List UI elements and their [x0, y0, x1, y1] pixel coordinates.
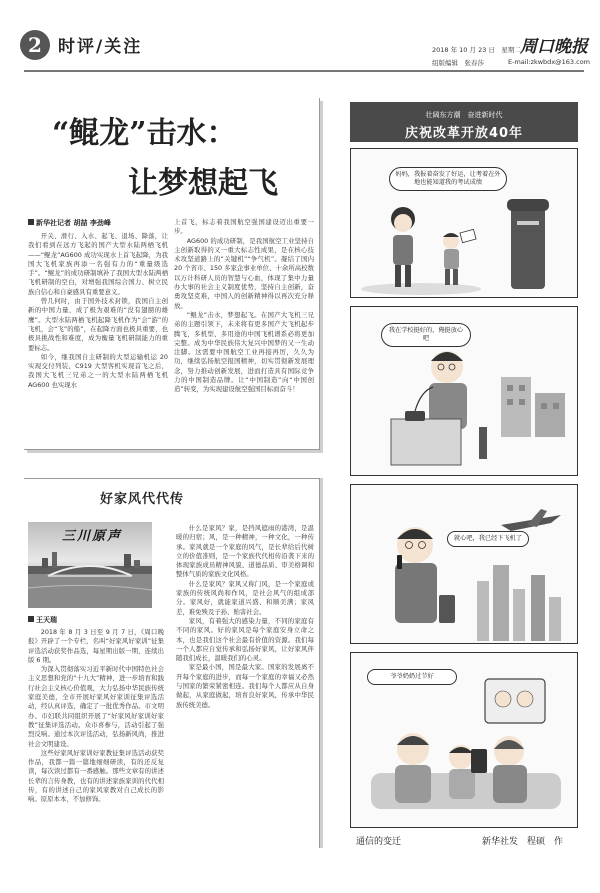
- speech-bubble: 就心吧，我已经下飞机了: [447, 531, 529, 547]
- paragraph: 家风，有着强大的感染力量，不同的家庭有不同的家风。好的家风是每个家庭安身立命之本，也是我们这个社会最有价值的资源。我们每一个人都应自觉传承和弘扬好家风，让好家风伴随我们成长，温暖我们的心灵。: [176, 616, 314, 663]
- page-header: [0, 0, 600, 74]
- banner-title: 庆祝改革开放40年: [404, 126, 524, 141]
- issue-date: 2018 年 10 月 23 日 星期二: [432, 46, 521, 54]
- paragraph: 上首飞，标志着我国航空强国建设迈出重要一步。: [174, 218, 314, 236]
- section-title: 时评/关注: [58, 37, 143, 57]
- banner-subtitle: 壮阔东方潮 奋进新时代: [425, 111, 503, 119]
- column-title: 好家风代代传: [100, 492, 185, 507]
- article-body-column-2: [176, 524, 314, 846]
- editor-credit: 组版编辑 张春莎: [432, 59, 484, 67]
- byline-text: 王天瑞: [36, 616, 57, 624]
- byline-text: 新华社记者 胡喆 李劲峰: [36, 219, 111, 227]
- bullet-square-icon: [28, 616, 34, 622]
- column-header-photo: [28, 522, 152, 608]
- bullet-square-icon: [28, 219, 34, 225]
- paragraph: 如今，继我国自主研制的大型运输机运 20 实现交付列装、C919 大型客机实现首飞之后，我国大飞机三兄弟之一的大型水陆两栖飞机 AG600 也实现水: [28, 352, 168, 389]
- article-headline-line1: “鲲龙”击水：: [52, 116, 237, 151]
- article-byline: [28, 218, 111, 228]
- comic-caption: 通信的变迁: [356, 837, 402, 847]
- speech-bubble: 我在学校挺好的，俺挺放心吧: [381, 323, 471, 347]
- speech-bubble: 爷爷奶奶过节好: [367, 669, 457, 685]
- article-headline-line2: 让梦想起飞: [128, 166, 278, 201]
- article-body-column-2: [174, 218, 314, 444]
- comic-panel-mobile: [350, 484, 578, 644]
- article-body-column-1: [28, 232, 168, 444]
- paragraph: 曾几何时，由于国外技术封锁，我国自主创新的中国力量，成了极为艰难的“没有翅膀的雄鹰”。大型水陆两栖飞机起降飞机作为“会“游”的飞机，会“飞”的船”，在起降方面也极具重要，也极具挑战性和难度，成为衡量飞机研制能力的重要标志。: [28, 297, 168, 352]
- article-body-column-1: [28, 628, 164, 844]
- newspaper-logo: 周口晚报: [520, 37, 588, 57]
- comic-credit: 新华社发 程硕 作: [482, 837, 564, 847]
- comic-panel-video-call: [350, 652, 578, 828]
- speech-bubble: 妈妈，我报着奋发了好运，让考着在外地也能知道我的考试成绩: [389, 167, 507, 191]
- contact-email: E-mail:zkwbdx@163.com: [508, 58, 591, 66]
- paragraph: AG600 的成功研制，是我国航空工业坚持自主创新取得的又一重大标志性成果，是在核心技术攻坚道路上的“关键机”“争气机”。凝结了国内 20 个省市、150 多家企事业单位、十余所高校数以万计科研人员的智慧与心血，体现了集中力量办大事的社会主义制度优势，坚持自主创新，奋勇攻坚克难，中国人的创新精神得以再次充分释放。: [174, 236, 314, 310]
- paragraph: 什么是家风？家，是挡风遮雨的港湾，是温暖的归宿；风，是一种精神，一种文化，一种传承。家风就是一个家庭的风气，是长辈给后代树立的价值准则，是一个家族代代相传沿袭下来的体现家族成员精神风貌、道德品质、审美格调和整体气质的家族文化风格。: [176, 524, 314, 579]
- paragraph: 这些好家风好家训好家教征集评选活动获奖作品，我都一篇一篇地细细研读，有的还反复读，每次读过都有一番感触。那些文章有的讲述长辈的言传身教，也有的讲述家族家训的代代相传，有的讲述自己的家风家教对自己成长的影响。原原本本，不加修饰。: [28, 748, 164, 804]
- column-logo-text: 三川原声: [62, 529, 123, 544]
- page-number-badge: 2: [20, 30, 50, 60]
- article-byline: [28, 615, 57, 625]
- paragraph: 2018 年 8 月 3 日至 9 月 7 日，《周口晚报》开辟了一个专栏，名叫“好家风好家训”征集评选活动获奖作品选，每星期出版一期，连续出版 6 期。: [28, 628, 164, 664]
- comic-panel-letter: [350, 148, 578, 298]
- comic-banner: [350, 102, 578, 142]
- paragraph: 什么是家风？家风又称门风，是一个家庭或家族的传统风尚和作风，是社会风气的组成部分。家风好，就能家道兴盛、和顺美满；家风差，难免殃及子孙、贻害社会。: [176, 579, 314, 616]
- man-mobile-phone-airport-illustration: [351, 485, 578, 644]
- comic-panel-phone: [350, 306, 578, 476]
- paragraph: 家是最小国，国是最大家。国家的发展离不开每个家庭的进步，而每一个家庭的幸福又必然与国家的繁荣紧密相连。我们每个人都应从自身做起，从家庭做起，培育良好家风，传承中华民族传统美德。: [176, 663, 314, 709]
- header-divider: [24, 70, 584, 72]
- paragraph: “鲲龙”击水，梦想起飞。在国产大飞机三兄弟的主题引领下，未来将有更多国产大飞机起步腾飞，多机型、多用途的中国飞机谱系必将更加完整。成为中华民族伟大复兴中国梦的又一生动注脚。这需要中国航空工业再接再厉，久久为功，继续弘扬航空报国精神，切实贯彻新发展理念，努力推动创新发展，进而打造具有国际竞争力的中国制造品牌。让“中国制造”向“中国创造”转变，为实现建设航空强国目标而奋斗！: [174, 310, 314, 394]
- paragraph: 开关、滑行、入水、起飞、退场、降落，让我们看到在远方飞起的国产大型水陆两栖飞机——“鲲龙”AG600 成功实现水上首飞起降，为我国大飞机家族再添一名强有力的“重量级选手”。“鲲龙”的成功研制填补了我国大型水陆两栖飞机研制的空白，对增强我国综合国力、树立民族自信心和自豪感具有重要意义。: [28, 232, 168, 296]
- paragraph: 为深入贯彻落实习近平新时代中国特色社会主义思想和党的“十九大”精神，进一步培育和践行社会主义核心价值观，大力弘扬中华民族传统家庭美德，全市开展好家风好家训征集评选活动，经认真评选，确定了一批优秀作品。市文明办、市妇联共同组织开展了“好家风好家训好家教”征集评选活动。众市喜参与，活动引起了强烈反响。通过本次评选活动，弘扬新风尚，推进社会文明建设。: [28, 665, 164, 748]
